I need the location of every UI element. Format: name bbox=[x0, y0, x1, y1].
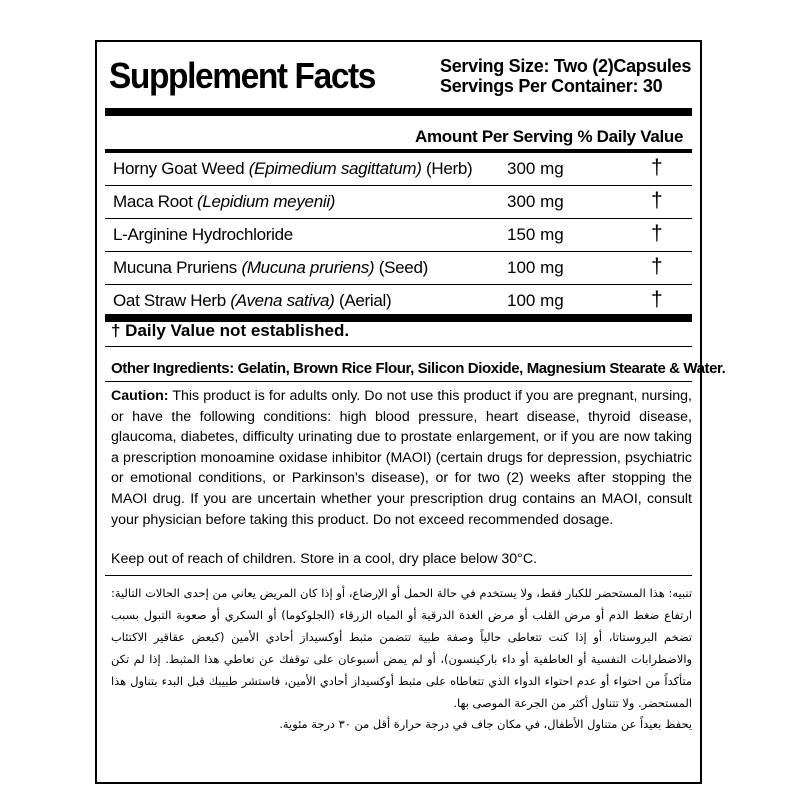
daily-value: † bbox=[651, 255, 663, 278]
divider bbox=[105, 346, 692, 347]
ingredient-name: Maca Root (Lepidium meyenii) bbox=[113, 192, 336, 211]
ingredient-amount: 300 mg bbox=[507, 192, 564, 211]
arabic-storage: يحفظ بعيداً عن متناول الأطفال، في مكان جاف في درجة حرارة أقل من ٣٠ درجة مئوية. bbox=[279, 717, 692, 731]
other-ingredients: Other Ingredients: Gelatin, Brown Rice Flour, Silicon Dioxide, Magnesium Stearate & Water. bbox=[111, 360, 726, 377]
storage-text: Keep out of reach of children. Store in a cool, dry place below 30°C. bbox=[111, 551, 538, 567]
caution-text: Caution: This product is for adults only. Do not use this product if you are pregnant, nursing, or have the following conditions: high blood pressure, heart disease, thyroid disease, glaucoma, diabetes, difficulty urinating due to prostate enlargement, or if you are now taking a prescription monoamine oxidase inhibitor (MAOI) (certain drugs for depression, psychiatric or emotional conditions, or Parkinson's disease), or for two (2) weeks after stopping the MAOI drug. If you are uncertain whether your prescription drug contains an MAOI, consult your physician before taking this product. Do not exceed recommended dosage. bbox=[111, 388, 693, 528]
daily-value: † bbox=[651, 189, 663, 212]
panel-title: Supplement Facts bbox=[109, 55, 376, 96]
daily-value: † bbox=[651, 222, 663, 245]
divider-thick bbox=[105, 108, 692, 116]
serving-size: Serving Size: Two (2)Capsules bbox=[440, 56, 692, 76]
daily-value: † bbox=[651, 288, 663, 311]
ingredient-amount: 150 mg bbox=[507, 225, 564, 244]
table-row bbox=[105, 219, 692, 251]
table-row bbox=[105, 285, 692, 317]
table-row bbox=[105, 252, 692, 284]
table-header: Amount Per Serving % Daily Value bbox=[415, 127, 684, 146]
ingredient-name: Oat Straw Herb (Avena sativa) (Aerial) bbox=[113, 291, 392, 310]
arabic-warning: تنبيه: هذا المستحضر للكبار فقط، ولا يستخدم في حالة الحمل أو الإرضاع، أو إذا كان المريض يعاني من إحدى الحالات التالية: ارتفاع ضغط الدم أو مرض القلب أو مرض الغدة الدرقية أو المياه الزرقاء (الجلوكوما) أو السكري أو صعوبة التبول بسبب تضخم البروستاتا، أو إذا كنت تتعاطى حالياً وصفة طبية تتضمن مثبط أوكسيداز أحادي الأمين (كبعض عقاقير الاكتئاب والاضطرابات النفسية أو العاطفية أو داء باركينسون)، أو لم يمض أسبوعان على توقفك عن تعاطي هذا المثبط. إذا لم تكن متأكداً من احتواء أو عدم احتواء الدواء الذي تتعاطاه على مثبط أوكسيداز أحادي الأمين، فاستشر طبيبك قبل البدء بتناول هذا المستحضر. ولا تتناول أكثر من الجرعة الموصى بها. bbox=[111, 586, 692, 710]
divider bbox=[105, 575, 692, 576]
table-row bbox=[105, 153, 692, 185]
ingredient-name: Mucuna Pruriens (Mucuna pruriens) (Seed) bbox=[113, 258, 428, 277]
servings-per-container: Servings Per Container: 30 bbox=[440, 76, 663, 96]
ingredient-name: Horny Goat Weed (Epimedium sagittatum) (Herb) bbox=[113, 159, 473, 178]
ingredient-amount: 100 mg bbox=[507, 291, 564, 310]
daily-value-footnote: † Daily Value not established. bbox=[111, 321, 350, 340]
supplement-facts-panel bbox=[95, 40, 726, 784]
daily-value: † bbox=[651, 156, 663, 179]
ingredient-amount: 100 mg bbox=[507, 258, 564, 277]
divider bbox=[105, 381, 692, 382]
serving-info bbox=[440, 56, 691, 96]
ingredient-name: L-Arginine Hydrochloride bbox=[113, 225, 293, 244]
ingredient-amount: 300 mg bbox=[507, 159, 564, 178]
table-row bbox=[105, 186, 692, 218]
